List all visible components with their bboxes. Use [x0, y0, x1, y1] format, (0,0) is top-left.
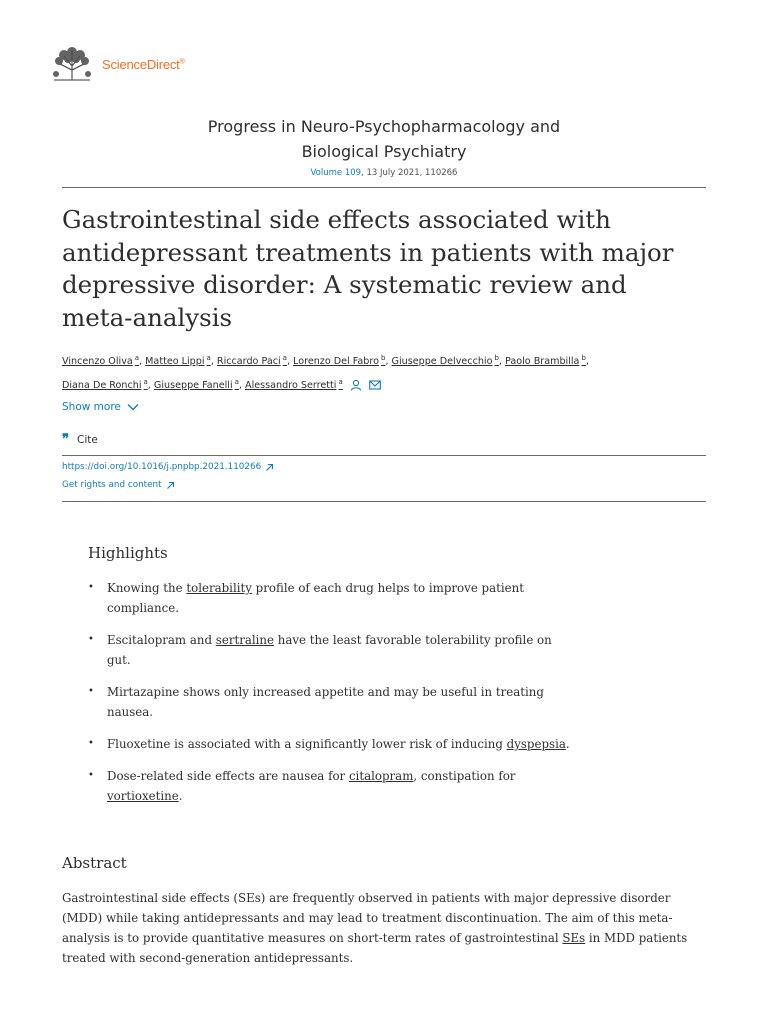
highlights-section — [88, 544, 588, 818]
author-link[interactable]: Alessandro Serretti $^a$ — [245, 378, 343, 392]
quote-icon: ❞ — [62, 432, 69, 447]
list-item: • Fluoxetine is associated with a significantly lower risk of inducing dyspepsia. — [88, 734, 577, 754]
external-link-icon — [166, 481, 175, 490]
journal-info — [0, 114, 768, 178]
list-item: • Escitalopram and sertraline have the least favorable tolerability profile on gut. — [88, 630, 577, 670]
volume-link[interactable]: Volume 109 — [310, 168, 362, 178]
highlights-title: Highlights — [88, 544, 168, 562]
cite-label: Cite — [77, 433, 98, 446]
abstract-text: Gastrointestinal side effects (SEs) are frequently observed in patients with major depressive disorder (MDD) while taking antidepressants and may lead to treatment discontinuation. The aim of this meta-analysis is to provide quantitative measures on short-term rates of gastrointestinal SEs in MDD patients treated with second-generation antidepressants. — [62, 891, 688, 965]
author-list: Vincenzo Oliva $^a$, Matteo Lippi $^a$, Riccardo Paci $^a$, Lorenzo Del Fabro $^b$, Giuseppe Delvecchio $^b$, Paolo Brambilla $^b$, Diana De Ronchi $^a$, Giuseppe Fanelli $^a$, Alessandro Serretti $^a$ — [62, 354, 589, 392]
cite-button[interactable] — [62, 433, 98, 446]
doi-link[interactable] — [62, 462, 274, 472]
list-item: • Knowing the tolerability profile of each drug helps to improve patient compliance. — [88, 578, 577, 618]
author-link[interactable]: Lorenzo Del Fabro $^b$ — [293, 354, 386, 368]
author-link[interactable]: Giuseppe Fanelli $^a$ — [153, 378, 239, 392]
site-header — [50, 44, 185, 82]
term-link[interactable]: sertraline — [215, 633, 275, 647]
author-link[interactable]: Vincenzo Oliva $^a$ — [62, 354, 140, 368]
term-link[interactable]: citalopram — [348, 769, 414, 783]
divider — [62, 187, 706, 188]
author-link[interactable]: Matteo Lippi $^a$ — [145, 354, 211, 368]
rights-link[interactable] — [62, 480, 175, 490]
divider — [62, 501, 706, 502]
author-link[interactable]: Diana De Ronchi $^a$ — [62, 378, 148, 392]
term-link[interactable]: vortioxetine — [107, 789, 179, 803]
journal-meta — [0, 168, 768, 178]
journal-date: , 13 July 2021, 110266 — [361, 168, 458, 178]
term-link[interactable]: dyspepsia — [506, 737, 566, 751]
elsevier-tree-icon[interactable] — [50, 44, 94, 82]
journal-title[interactable]: Progress in Neuro-Psychopharmacology and Biological Psychiatry — [207, 117, 561, 161]
term-link[interactable]: SEs — [562, 931, 586, 945]
author-link[interactable]: Giuseppe Delvecchio $^b$ — [391, 354, 499, 368]
article-title: Gastrointestinal side effects associated with antidepressant treatments in patients with major depressive disorder: A systematic review and meta-analysis — [62, 205, 674, 332]
external-link-icon — [265, 463, 274, 472]
show-more-button[interactable] — [62, 401, 139, 413]
person-icon[interactable] — [350, 379, 362, 391]
show-more-label: Show more — [62, 401, 121, 413]
doi-text: https://doi.org/10.1016/j.pnpbp.2021.110266 — [62, 462, 262, 472]
abstract-title: Abstract — [62, 854, 127, 872]
author-link[interactable]: Paolo Brambilla $^b$ — [505, 354, 586, 368]
list-item: • Dose-related side effects are nausea for citalopram, constipation for vortioxetine. — [88, 766, 577, 806]
abstract-section — [62, 854, 710, 968]
envelope-icon[interactable] — [369, 380, 381, 390]
list-item: • Mirtazapine shows only increased appetite and may be useful in treating nausea. — [88, 682, 577, 722]
highlights-list — [88, 578, 588, 806]
author-link[interactable]: Riccardo Paci $^a$ — [216, 354, 287, 368]
divider — [62, 455, 706, 456]
chevron-down-icon — [127, 403, 139, 411]
rights-text: Get rights and content — [62, 480, 162, 490]
brand-name[interactable]: ScienceDirect® — [102, 56, 185, 72]
term-link[interactable]: tolerability — [186, 581, 252, 595]
